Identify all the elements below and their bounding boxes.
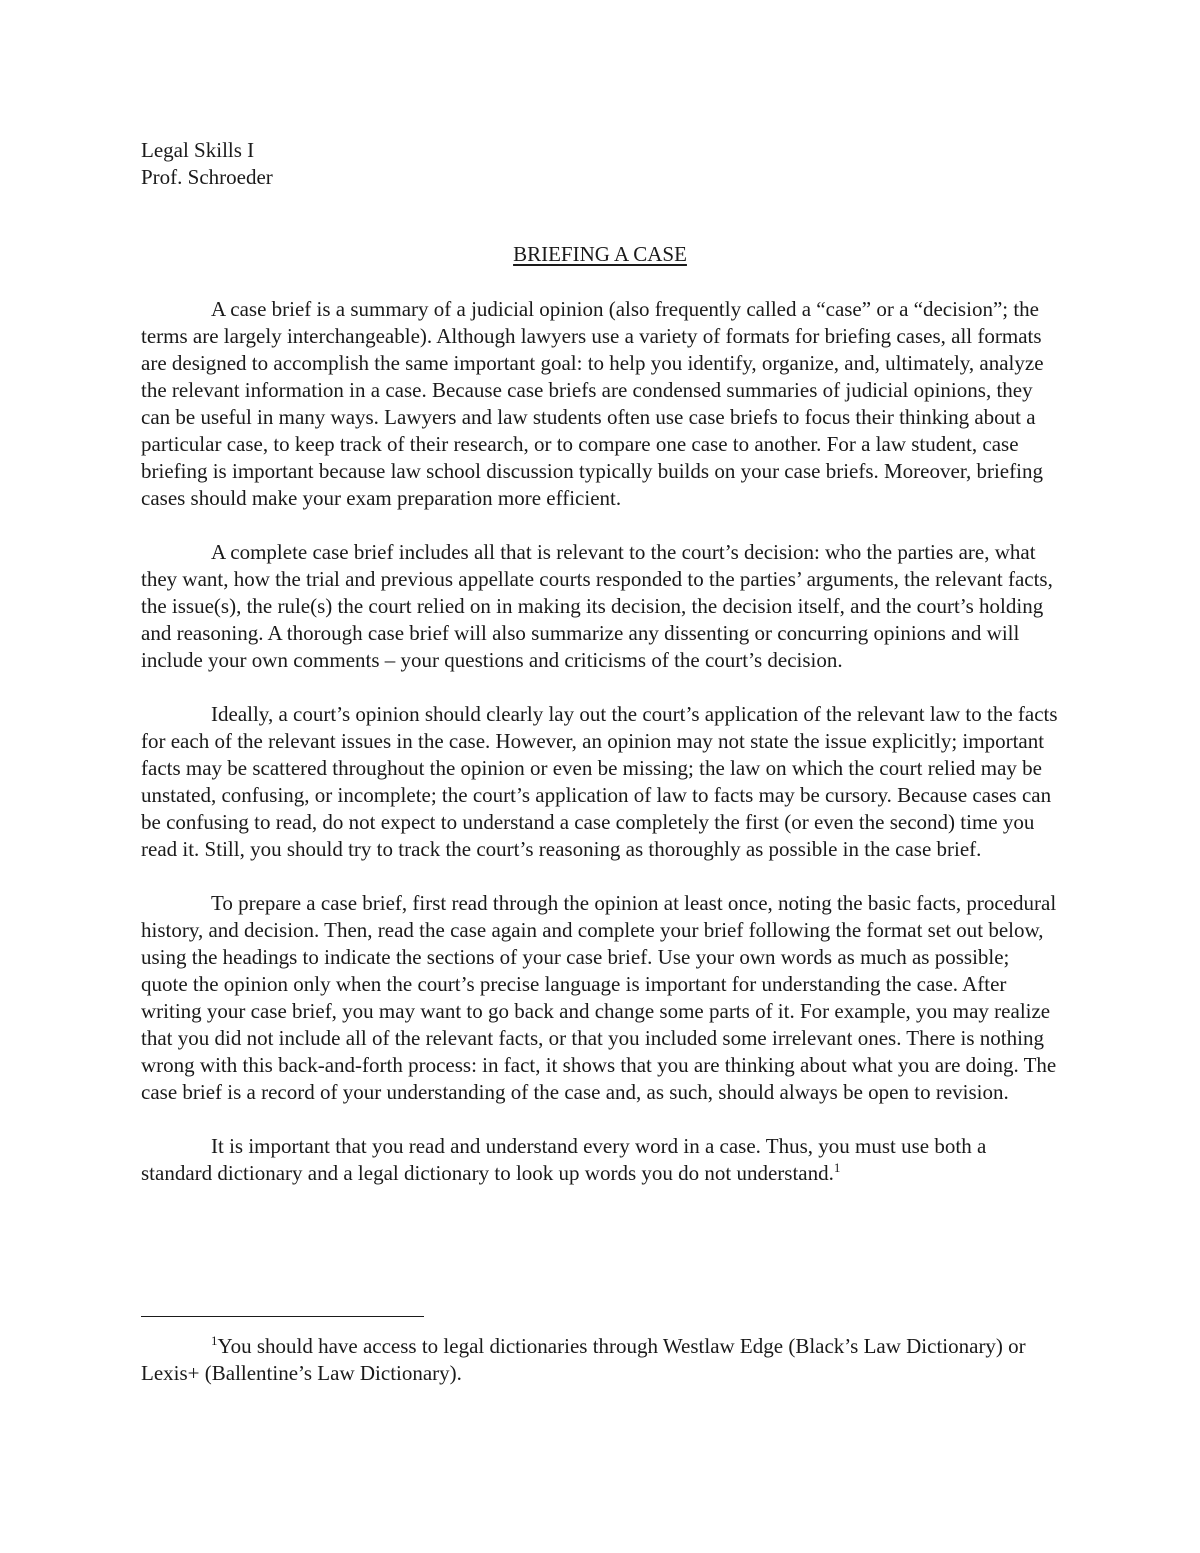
- footnote-reference[interactable]: 1: [833, 1160, 841, 1175]
- paragraph-3: Ideally, a court’s opinion should clearly lay out the court’s application of the relevant law to the facts for each of the relevant issues in the case. However, an opinion may not state the issue explicitly; important facts may be scattered throughout the opinion or even be missing; the law on which the court relied may be unstated, confusing, or incomplete; the court’s application of law to facts may be cursory. Because cases can be confusing to read, do not expect to understand a case completely the first (or even the second) time you read it. Still, you should try to track the court’s reasoning as thoroughly as possible in the case brief.: [141, 702, 1058, 861]
- footnote: [141, 1333, 1041, 1387]
- footnote-text: You should have access to legal dictionaries through Westlaw Edge (Black’s Law Dictionary) or Lexis+ (Ballentine’s Law Dictionary).: [141, 1334, 1026, 1385]
- paragraph-5: [141, 1133, 1061, 1187]
- footnote-separator: [141, 1316, 424, 1317]
- paragraph-4: To prepare a case brief, first read through the opinion at least once, noting the basic facts, procedural history, and decision. Then, read the case again and complete your brief following the format set out below, using the headings to indicate the sections of your case brief. Use your own words as much as possible; quote the opinion only when the court’s precise language is important for understanding the case. After writing your case brief, you may want to go back and change some parts of it. For example, you may realize that you did not include all of the relevant facts, or that you included some irrelevant ones. There is nothing wrong with this back-and-forth process: in fact, it shows that you are thinking about what you are doing. The case brief is a record of your understanding of the case and, as such, should always be open to revision.: [141, 891, 1057, 1104]
- professor-name: Prof. Schroeder: [141, 165, 273, 189]
- paragraph-5-text: It is important that you read and understand every word in a case. Thus, you must use both a standard dictionary and a legal dictionary to look up words you do not understand.: [141, 1134, 987, 1185]
- page-title: BRIEFING A CASE: [513, 242, 687, 266]
- course-name: Legal Skills I: [141, 138, 255, 162]
- paragraph-2: A complete case brief includes all that is relevant to the court’s decision: who the parties are, what they want, how the trial and previous appellate courts responded to the parties’ arguments, the relevant facts, the issue(s), the rule(s) the court relied on in making its decision, the decision itself, and the court’s holding and reasoning. A thorough case brief will also summarize any dissenting or concurring opinions and will include your own comments – your questions and criticisms of the court’s decision.: [141, 540, 1053, 672]
- paragraph-1: A case brief is a summary of a judicial opinion (also frequently called a “case” or a “decision”; the terms are largely interchangeable). Although lawyers use a variety of formats for briefing cases, all formats are designed to accomplish the same important goal: to help you identify, organize, and, ultimately, analyze the relevant information in a case. Because case briefs are condensed summaries of judicial opinions, they can be useful in many ways. Lawyers and law students often use case briefs to focus their thinking about a particular case, to keep track of their research, or to compare one case to another. For a law student, case briefing is important because law school discussion typically builds on your case briefs. Moreover, briefing cases should make your exam preparation more efficient.: [141, 297, 1044, 510]
- body-text: [141, 296, 1061, 1214]
- footnote-marker: 1: [211, 1333, 218, 1348]
